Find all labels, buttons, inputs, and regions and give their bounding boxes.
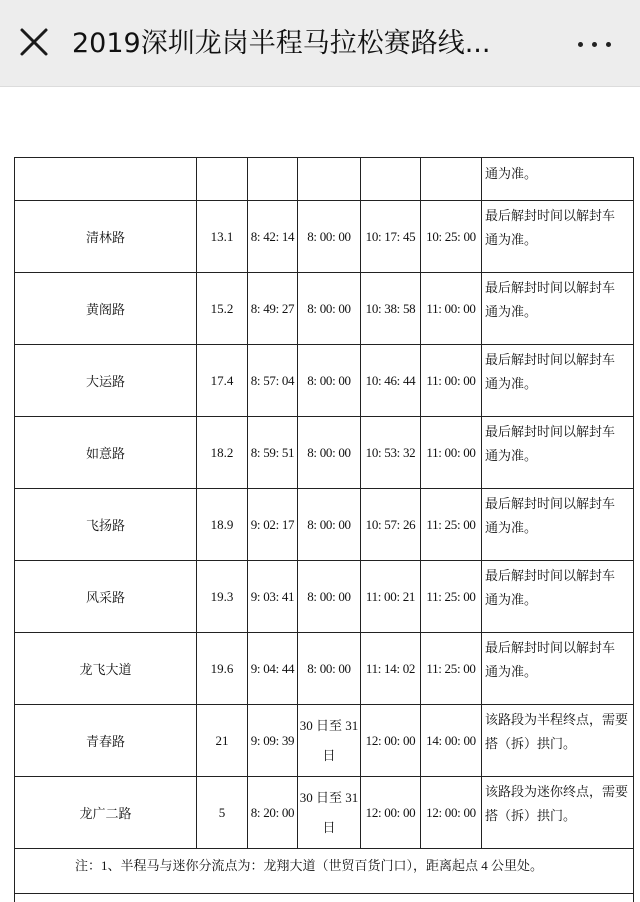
time-cell: 8: 00: 00	[298, 201, 361, 273]
note-cell	[482, 345, 634, 417]
time-cell: 10: 38: 58	[361, 273, 421, 345]
time-cell: 9: 03: 41	[248, 561, 298, 633]
note-line: 通为准。	[485, 664, 538, 679]
road-name-cell: 黄阁路	[15, 273, 197, 345]
time-cell: 11: 25: 00	[421, 633, 482, 705]
time-cell: 12: 00: 00	[361, 777, 421, 849]
road-name-cell: 飞扬路	[15, 489, 197, 561]
note-line: 通为准。	[485, 592, 538, 607]
time-cell: 8: 49: 27	[248, 273, 298, 345]
table-row	[15, 201, 634, 273]
table-row	[15, 345, 634, 417]
note-line: 通为准。	[485, 232, 538, 247]
date-range-line: 30 日至 31	[299, 789, 359, 805]
time-cell: 8: 00: 00	[298, 345, 361, 417]
note-line: 最后解封时间以解封车	[485, 208, 616, 223]
distance-cell: 17.4	[197, 345, 248, 417]
distance-cell: 21	[197, 705, 248, 777]
note-cell	[482, 201, 634, 273]
road-name-cell: 龙广二路	[15, 777, 197, 849]
time-cell: 10: 53: 32	[361, 417, 421, 489]
distance-cell: 5	[197, 777, 248, 849]
time-cell: 14: 00: 00	[421, 705, 482, 777]
distance-cell: 15.2	[197, 273, 248, 345]
article-content	[0, 87, 640, 902]
note-line: 最后解封时间以解封车	[485, 280, 616, 295]
more-dots-icon	[578, 42, 583, 47]
road-name-cell: 如意路	[15, 417, 197, 489]
date-range-line: 日	[322, 819, 336, 835]
note-line: 搭（拆）拱门。	[485, 808, 577, 823]
note-cell	[482, 417, 634, 489]
table-row	[15, 158, 634, 201]
table-row	[15, 777, 634, 849]
title-bar	[0, 0, 640, 87]
date-range-line: 日	[322, 747, 336, 763]
road-name-cell: 青春路	[15, 705, 197, 777]
more-button[interactable]	[568, 26, 622, 62]
distance-cell: 18.9	[197, 489, 248, 561]
table-row	[15, 489, 634, 561]
note-line: 最后解封时间以解封车	[485, 496, 616, 511]
time-cell: 11: 00: 00	[421, 345, 482, 417]
time-cell: 8: 00: 00	[298, 633, 361, 705]
closure-table	[14, 157, 634, 902]
table-footer-row	[15, 849, 634, 894]
time-cell: 11: 25: 00	[421, 489, 482, 561]
time-cell: 8: 00: 00	[298, 489, 361, 561]
date-range-line: 30 日至 31	[299, 717, 359, 733]
time-cell: 11: 00: 21	[361, 561, 421, 633]
time-cell: 10: 57: 26	[361, 489, 421, 561]
time-cell: 9: 04: 44	[248, 633, 298, 705]
close-button[interactable]	[14, 22, 54, 62]
note-line: 搭（拆）拱门。	[485, 736, 577, 751]
time-cell: 10: 25: 00	[421, 201, 482, 273]
note-cell	[482, 561, 634, 633]
time-cell: 11: 14: 02	[361, 633, 421, 705]
note-line: 通为准。	[485, 376, 538, 391]
close-icon	[14, 22, 54, 62]
note-cell	[482, 633, 634, 705]
table-row	[15, 633, 634, 705]
date-range-cell	[298, 777, 361, 849]
note-line: 最后解封时间以解封车	[485, 424, 616, 439]
road-name-cell: 风采路	[15, 561, 197, 633]
note-cell	[482, 705, 634, 777]
time-cell: 8: 00: 00	[298, 417, 361, 489]
note-cell: 通为准。	[482, 158, 634, 201]
time-cell: 12: 00: 00	[361, 705, 421, 777]
time-cell: 8: 59: 51	[248, 417, 298, 489]
time-cell: 11: 00: 00	[421, 417, 482, 489]
note-line: 该路段为半程终点，需要	[485, 712, 629, 727]
table-row	[15, 417, 634, 489]
time-cell: 12: 00: 00	[421, 777, 482, 849]
note-line: 该路段为迷你终点，需要	[485, 784, 629, 799]
road-name-cell: 龙飞大道	[15, 633, 197, 705]
note-line: 最后解封时间以解封车	[485, 568, 616, 583]
time-cell: 8: 00: 00	[298, 561, 361, 633]
distance-cell: 19.3	[197, 561, 248, 633]
note-line: 最后解封时间以解封车	[485, 352, 616, 367]
road-name-cell: 大运路	[15, 345, 197, 417]
time-cell: 10: 17: 45	[361, 201, 421, 273]
note-line: 通为准。	[485, 304, 538, 319]
table-row	[15, 561, 634, 633]
note-cell	[482, 489, 634, 561]
time-cell: 8: 20: 00	[248, 777, 298, 849]
note-line: 最后解封时间以解封车	[485, 640, 616, 655]
note-cell	[482, 273, 634, 345]
road-name-cell: 清林路	[15, 201, 197, 273]
distance-cell: 19.6	[197, 633, 248, 705]
time-cell: 10: 46: 44	[361, 345, 421, 417]
table-row	[15, 273, 634, 345]
time-cell: 9: 02: 17	[248, 489, 298, 561]
time-cell: 8: 42: 14	[248, 201, 298, 273]
distance-cell: 18.2	[197, 417, 248, 489]
footer-note: 注：1、半程马与迷你分流点为：龙翔大道（世贸百货门口），距离起点 4 公里处。	[15, 849, 634, 894]
time-cell: 9: 09: 39	[248, 705, 298, 777]
distance-cell: 13.1	[197, 201, 248, 273]
time-cell: 8: 57: 04	[248, 345, 298, 417]
time-cell: 8: 00: 00	[298, 273, 361, 345]
time-cell: 11: 25: 00	[421, 561, 482, 633]
date-range-cell	[298, 705, 361, 777]
note-cell	[482, 777, 634, 849]
table-row	[15, 705, 634, 777]
page-title: 2019深圳龙岗半程马拉松赛路线...	[72, 28, 491, 59]
note-line: 通为准。	[485, 448, 538, 463]
time-cell: 11: 00: 00	[421, 273, 482, 345]
table-empty-row	[15, 894, 634, 902]
note-line: 通为准。	[485, 520, 538, 535]
